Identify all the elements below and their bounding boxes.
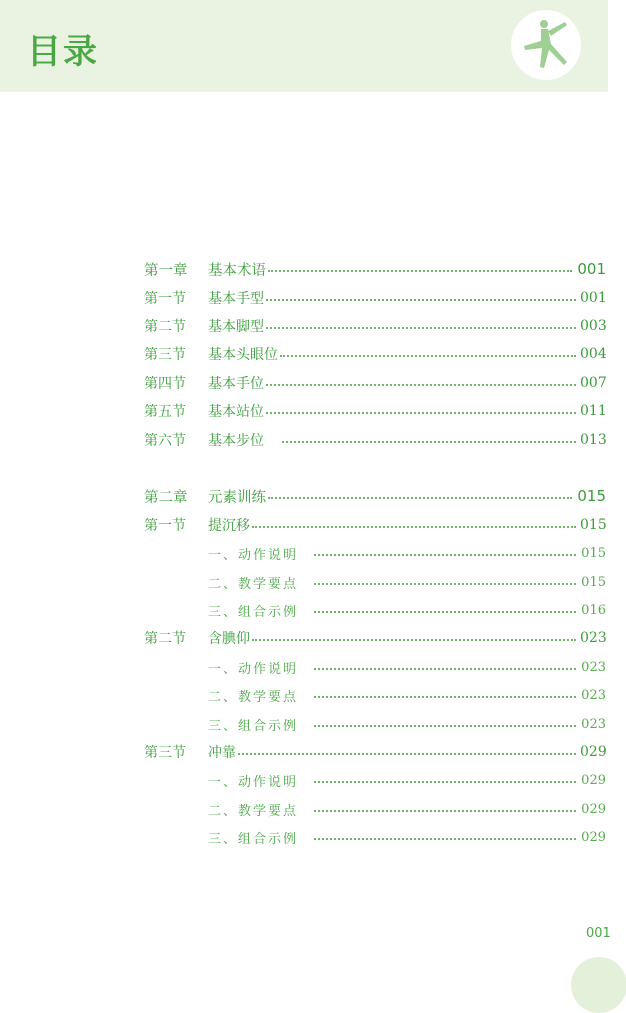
toc-page: 023 — [580, 630, 607, 646]
toc-title: 三、组合示例 — [208, 718, 299, 734]
toc-page: 029 — [581, 829, 606, 845]
toc-number: 第四节 — [144, 376, 186, 392]
toc-section[interactable] — [144, 315, 606, 337]
toc-title: 二、教学要点 — [208, 576, 299, 592]
toc-section[interactable] — [144, 372, 606, 394]
toc-page: 029 — [581, 801, 606, 817]
leader-dots — [314, 725, 576, 727]
toc-chapter-2[interactable] — [144, 485, 606, 507]
leader-dots — [314, 810, 576, 812]
leader-dots — [314, 611, 576, 613]
toc-subsection[interactable] — [208, 826, 606, 848]
leader-dots — [282, 441, 576, 443]
toc-subsection[interactable] — [208, 713, 606, 735]
toc-subsection[interactable] — [208, 684, 606, 706]
toc-title: 三、组合示例 — [208, 604, 299, 620]
leader-dots — [238, 753, 576, 755]
toc-title: 三、组合示例 — [208, 831, 299, 847]
toc-title: 基本头眼位 — [208, 347, 278, 363]
toc-title: 元素训练 — [208, 489, 266, 506]
toc-number: 第三节 — [144, 745, 186, 761]
toc-page: 016 — [581, 602, 606, 618]
corner-decoration — [571, 957, 626, 1013]
toc-subsection[interactable] — [208, 798, 606, 820]
toc-title: 基本站位 — [208, 404, 264, 420]
dancer-silhouette-icon — [511, 10, 581, 80]
toc-title: 基本术语 — [208, 262, 266, 279]
toc-title: 二、教学要点 — [208, 689, 299, 705]
toc-subsection[interactable] — [208, 769, 606, 791]
toc-title: 一、动作说明 — [208, 547, 299, 563]
toc-page: 023 — [581, 659, 606, 675]
page-title: 目录 — [27, 32, 99, 72]
toc-number: 第五节 — [144, 404, 186, 420]
toc-subsection[interactable] — [208, 571, 606, 593]
toc-title: 二、教学要点 — [208, 803, 299, 819]
toc-title: 冲靠 — [208, 745, 236, 761]
toc-section[interactable] — [144, 287, 606, 309]
toc-title: 含腆仰 — [208, 631, 250, 647]
toc-number: 第一章 — [144, 262, 188, 279]
header-band — [0, 0, 608, 92]
toc-number: 第一节 — [144, 518, 186, 534]
leader-dots — [252, 639, 576, 641]
toc-chapter-1[interactable] — [144, 258, 606, 280]
toc-page: 015 — [577, 487, 606, 505]
toc-number: 第二节 — [144, 319, 186, 335]
toc-page: 015 — [581, 574, 606, 590]
toc-number: 第二节 — [144, 631, 186, 647]
toc-title: 一、动作说明 — [208, 774, 299, 790]
leader-dots — [314, 838, 576, 840]
leader-dots — [280, 355, 576, 357]
leader-dots — [314, 696, 576, 698]
toc-number: 第三节 — [144, 347, 186, 363]
leader-dots — [268, 497, 572, 499]
toc-title: 基本手型 — [208, 291, 264, 307]
toc-page: 023 — [581, 716, 606, 732]
toc-title: 基本脚型 — [208, 319, 264, 335]
toc-page: 004 — [580, 346, 607, 362]
toc-number: 第一节 — [144, 291, 186, 307]
leader-dots — [266, 299, 576, 301]
toc-page: 007 — [580, 375, 607, 391]
toc-subsection[interactable] — [208, 542, 606, 564]
leader-dots — [314, 668, 576, 670]
toc-page: 029 — [581, 772, 606, 788]
leader-dots — [266, 384, 576, 386]
toc-subsection[interactable] — [208, 656, 606, 678]
toc-page: 029 — [580, 744, 607, 760]
toc-section[interactable] — [144, 400, 606, 422]
toc-title: 基本步位 — [208, 433, 264, 449]
toc-page: 011 — [580, 403, 607, 419]
leader-dots — [252, 526, 576, 528]
toc-section[interactable] — [144, 627, 606, 649]
toc-title: 提沉移 — [208, 518, 250, 534]
leader-dots — [268, 270, 572, 272]
toc-page: 001 — [577, 260, 606, 278]
toc-section[interactable] — [144, 741, 606, 763]
leader-dots — [314, 554, 576, 556]
toc-page: 013 — [580, 432, 607, 448]
toc-page: 015 — [580, 517, 607, 533]
leader-dots — [266, 412, 576, 414]
leader-dots — [266, 327, 576, 329]
toc-number: 第二章 — [144, 489, 188, 506]
toc-number: 第六节 — [144, 433, 186, 449]
page-number: 001 — [586, 926, 611, 941]
toc-title: 一、动作说明 — [208, 661, 299, 677]
toc-page: 015 — [581, 545, 606, 561]
toc-page: 001 — [580, 290, 607, 306]
toc-page: 023 — [581, 687, 606, 703]
toc-title: 基本手位 — [208, 376, 264, 392]
toc-subsection[interactable] — [208, 599, 606, 621]
toc-section[interactable] — [144, 429, 606, 451]
toc-page: 003 — [580, 318, 607, 334]
leader-dots — [314, 583, 576, 585]
toc-section[interactable] — [144, 514, 606, 536]
leader-dots — [314, 781, 576, 783]
toc-section[interactable] — [144, 343, 606, 365]
